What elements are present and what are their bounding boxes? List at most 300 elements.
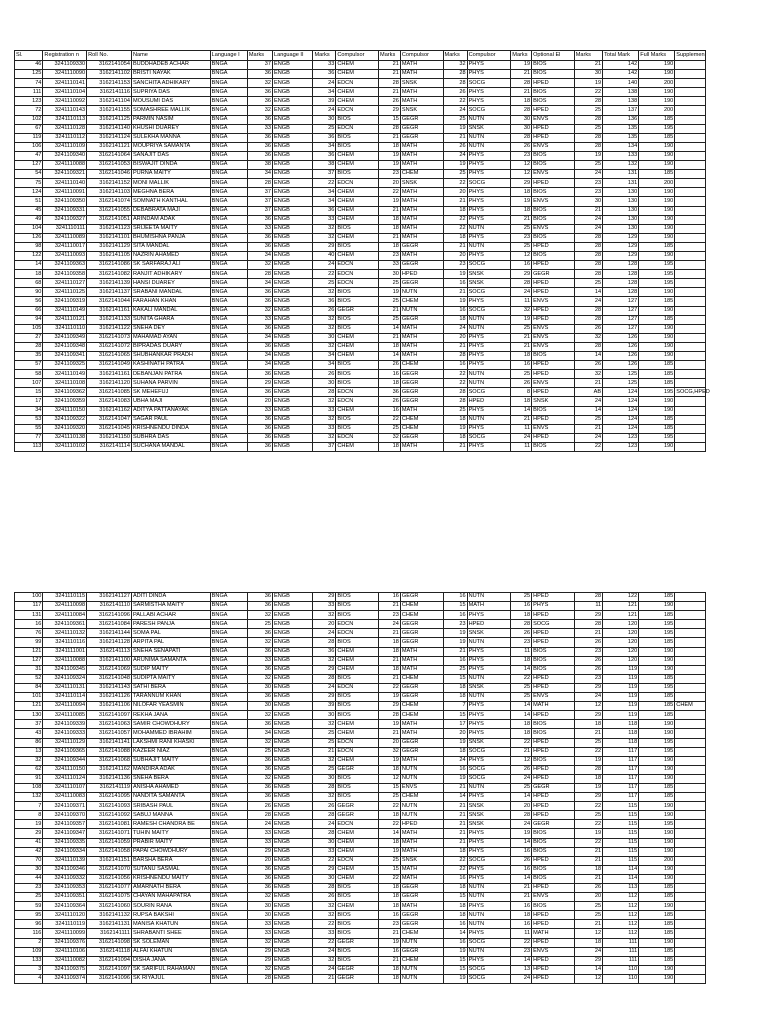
table-cell: SABUJ MANNA	[131, 811, 210, 820]
table-cell: ENGB	[272, 929, 312, 938]
table-cell: SUBHRA DAS	[131, 433, 210, 442]
table-row	[15, 315, 706, 324]
table-cell: EDCN	[336, 397, 379, 406]
table-cell: ENGB	[272, 115, 312, 124]
table-cell: 32	[247, 774, 272, 783]
table-cell: 3162141044	[87, 297, 132, 306]
table-cell: 21	[443, 197, 467, 206]
table-row	[15, 370, 706, 379]
table-cell: 28	[247, 974, 272, 983]
table-cell: ENVS	[532, 333, 575, 342]
table-cell: 33	[247, 656, 272, 665]
table-cell: 28	[574, 315, 602, 324]
table-cell: 12	[574, 702, 602, 711]
table-row	[15, 61, 706, 70]
table-cell: 195	[639, 433, 675, 442]
table-cell: ENGB	[272, 70, 312, 79]
table-cell: 18	[379, 765, 401, 774]
table-cell: 26	[574, 884, 602, 893]
table-row	[15, 602, 706, 611]
table-cell: 36	[247, 233, 272, 242]
table-cell: BIOS	[336, 884, 379, 893]
table-cell: 119	[603, 665, 639, 674]
table-row	[15, 938, 706, 947]
table-cell: HPED	[532, 124, 575, 133]
table-row	[15, 161, 706, 170]
table-cell: MATH	[400, 97, 443, 106]
table-cell: 120	[603, 638, 639, 647]
table-cell: 29	[379, 106, 401, 115]
table-cell	[675, 902, 706, 911]
table-cell: EDCN	[336, 261, 379, 270]
table-cell: ENGB	[272, 802, 312, 811]
table-cell: 26	[379, 361, 401, 370]
table-cell: 76	[15, 629, 43, 638]
table-cell: ENGB	[272, 151, 312, 160]
table-row	[15, 729, 706, 738]
table-cell: BNGA	[210, 974, 247, 983]
table-cell: 30	[313, 774, 336, 783]
results-table-bottom	[14, 592, 706, 984]
table-cell: 25	[313, 729, 336, 738]
table-cell: KASHINATH PATRA	[131, 361, 210, 370]
table-cell: BRISTI NAYAK	[131, 70, 210, 79]
table-row	[15, 188, 706, 197]
table-cell: 96	[15, 920, 43, 929]
table-cell: 115	[603, 838, 639, 847]
table-row	[15, 620, 706, 629]
table-cell: 24	[313, 947, 336, 956]
table-cell: PARESH PANJA	[131, 620, 210, 629]
table-cell: 115	[603, 802, 639, 811]
table-cell: 32	[313, 611, 336, 620]
table-cell: 33	[247, 406, 272, 415]
table-cell: 24	[574, 170, 602, 179]
table-cell: 3162141152	[87, 179, 132, 188]
table-cell: 36	[247, 647, 272, 656]
table-cell: 24	[574, 215, 602, 224]
table-cell: 19	[511, 197, 532, 206]
table-cell: 124	[603, 424, 639, 433]
table-cell: BNGA	[210, 620, 247, 629]
table-cell: NUTN	[400, 288, 443, 297]
table-cell: HPED	[532, 774, 575, 783]
table-cell: 3241109321	[43, 170, 87, 179]
table-cell: 18	[443, 884, 467, 893]
table-cell: 195	[639, 279, 675, 288]
table-cell: BNGA	[210, 324, 247, 333]
table-cell: 28	[511, 133, 532, 142]
table-cell: ENGB	[272, 674, 312, 683]
table-cell: 133	[15, 956, 43, 965]
table-cell: 3241110085	[43, 711, 87, 720]
table-cell: MAHAMAD AYAN	[131, 333, 210, 342]
table-cell: 18	[379, 811, 401, 820]
table-cell: HPED	[532, 611, 575, 620]
table-cell	[675, 647, 706, 656]
table-cell: BNGA	[210, 406, 247, 415]
table-cell: 32	[247, 611, 272, 620]
table-cell: SOCG	[467, 179, 511, 188]
table-cell	[675, 270, 706, 279]
table-cell: CHEM	[400, 956, 443, 965]
table-cell: PHYS	[467, 233, 511, 242]
table-cell: 14	[574, 352, 602, 361]
table-cell: SOMA PAL	[131, 629, 210, 638]
table-cell: 113	[603, 884, 639, 893]
table-cell	[675, 415, 706, 424]
table-cell: PHYS	[467, 251, 511, 260]
table-cell: 3162141118	[87, 947, 132, 956]
table-cell	[675, 124, 706, 133]
table-cell: 3241109375	[43, 965, 87, 974]
table-cell: 3241110124	[43, 774, 87, 783]
table-cell: 19	[443, 974, 467, 983]
table-cell: BNGA	[210, 142, 247, 151]
table-cell: 115	[603, 847, 639, 856]
table-cell: 28	[574, 342, 602, 351]
table-cell: 3241110098	[43, 602, 87, 611]
table-cell: 21	[443, 647, 467, 656]
table-cell: 29	[15, 829, 43, 838]
table-cell: 3162141100	[87, 656, 132, 665]
table-row	[15, 647, 706, 656]
table-cell: 16	[511, 361, 532, 370]
table-cell: ENGB	[272, 683, 312, 692]
table-cell: ENVS	[532, 424, 575, 433]
table-cell: PAPAI CHOWDHURY	[131, 847, 210, 856]
table-cell: 21	[511, 215, 532, 224]
table-cell: 3162141153	[87, 79, 132, 88]
table-cell: 3162141110	[87, 602, 132, 611]
table-cell: ENGB	[272, 206, 312, 215]
table-cell: 190	[639, 765, 675, 774]
table-cell: PHYS	[467, 665, 511, 674]
table-cell: MATH	[532, 702, 575, 711]
table-row	[15, 693, 706, 702]
table-cell: ENGB	[272, 611, 312, 620]
table-row	[15, 251, 706, 260]
table-cell: BNGA	[210, 315, 247, 324]
table-cell: 33	[247, 315, 272, 324]
table-cell: BNGA	[210, 783, 247, 792]
table-cell: ENVS	[532, 693, 575, 702]
table-cell: 33	[247, 829, 272, 838]
table-cell: 190	[639, 188, 675, 197]
table-cell: 28	[511, 106, 532, 115]
table-cell: 3241109341	[43, 352, 87, 361]
table-cell: 3241110094	[43, 702, 87, 711]
table-cell: BNGA	[210, 929, 247, 938]
table-cell: 22	[574, 442, 602, 451]
table-cell: 25	[313, 124, 336, 133]
table-cell: CHEM	[336, 151, 379, 160]
table-cell: 20	[511, 802, 532, 811]
table-cell: 18	[379, 974, 401, 983]
table-cell: BIOS	[336, 793, 379, 802]
table-cell: 18	[511, 656, 532, 665]
table-cell: 3162141088	[87, 747, 132, 756]
table-cell: ENGB	[272, 593, 312, 602]
table-cell: 3162141074	[87, 197, 132, 206]
table-cell: 25	[511, 324, 532, 333]
table-cell	[675, 738, 706, 747]
table-cell: 16	[443, 656, 467, 665]
table-cell: CHEM	[336, 61, 379, 70]
table-cell: 19	[379, 151, 401, 160]
table-cell: GEGR	[400, 911, 443, 920]
table-cell: 185	[639, 297, 675, 306]
table-cell: 36	[247, 388, 272, 397]
table-cell: 3241110083	[43, 793, 87, 802]
table-cell: 11	[511, 424, 532, 433]
table-cell: 130	[603, 197, 639, 206]
table-cell: 32	[247, 893, 272, 902]
table-cell: 18	[511, 729, 532, 738]
table-row	[15, 974, 706, 983]
table-cell: 3162141071	[87, 829, 132, 838]
table-cell: PHYS	[467, 97, 511, 106]
table-cell: 27	[15, 333, 43, 342]
table-cell: DEBANJAN PATRA	[131, 370, 210, 379]
table-cell: 126	[603, 342, 639, 351]
table-cell: 21	[313, 747, 336, 756]
table-cell: 31	[15, 665, 43, 674]
table-cell: 14	[511, 665, 532, 674]
table-cell: 28	[443, 352, 467, 361]
table-row	[15, 884, 706, 893]
table-cell: BIOS	[532, 233, 575, 242]
table-cell: GEGR	[400, 242, 443, 251]
table-cell: NUTN	[400, 974, 443, 983]
table-cell	[675, 947, 706, 956]
table-cell	[675, 747, 706, 756]
table-cell: 29	[511, 270, 532, 279]
table-cell: 16	[443, 765, 467, 774]
table-cell: PHYS	[467, 729, 511, 738]
table-cell: PURNA MAITY	[131, 170, 210, 179]
table-cell: BNGA	[210, 965, 247, 974]
table-cell: 3241110141	[43, 79, 87, 88]
table-cell: CHEM	[336, 233, 379, 242]
table-cell: 25	[313, 765, 336, 774]
table-cell: 16	[443, 874, 467, 883]
column-header: Total Mark	[603, 51, 639, 61]
table-cell: PHYS	[467, 333, 511, 342]
table-cell: ARPITA PAL	[131, 638, 210, 647]
table-cell: 185	[639, 133, 675, 142]
table-cell: 14	[379, 352, 401, 361]
table-cell: ENGB	[272, 297, 312, 306]
table-cell: HPED	[532, 279, 575, 288]
table-cell: 36	[247, 70, 272, 79]
table-cell: 28	[379, 79, 401, 88]
table-cell	[675, 115, 706, 124]
table-cell: SNSK	[400, 856, 443, 865]
table-cell: BNGA	[210, 124, 247, 133]
table-cell: 3162141083	[87, 397, 132, 406]
table-cell: 3241109339	[43, 720, 87, 729]
table-cell: 32	[574, 333, 602, 342]
table-cell: 3241109371	[43, 802, 87, 811]
table-cell: BNGA	[210, 233, 247, 242]
table-cell: 22	[443, 179, 467, 188]
table-cell: 190	[639, 97, 675, 106]
table-cell: 24	[574, 397, 602, 406]
table-cell: 3241109362	[43, 388, 87, 397]
table-cell: 124	[603, 406, 639, 415]
table-cell: 3162141064	[87, 151, 132, 160]
table-cell: 24	[574, 224, 602, 233]
table-cell: AB	[574, 388, 602, 397]
table-cell: 21	[443, 342, 467, 351]
table-cell: 26	[574, 656, 602, 665]
table-cell: MEGHNA BERA	[131, 188, 210, 197]
table-cell: 36	[313, 70, 336, 79]
table-cell: 11	[511, 297, 532, 306]
table-cell: 14	[379, 324, 401, 333]
table-cell: BNGA	[210, 179, 247, 188]
column-header: Marks	[247, 51, 272, 61]
table-cell: 14	[574, 965, 602, 974]
table-cell: BNGA	[210, 279, 247, 288]
table-cell: 25	[379, 793, 401, 802]
table-cell: 21	[511, 88, 532, 97]
table-cell: 15	[379, 115, 401, 124]
table-cell: 111	[603, 956, 639, 965]
table-row	[15, 847, 706, 856]
table-row	[15, 865, 706, 874]
table-cell: HPED	[532, 106, 575, 115]
table-cell: NUTN	[400, 965, 443, 974]
table-cell: 3241109327	[43, 215, 87, 224]
table-cell: BNGA	[210, 79, 247, 88]
table-cell: PHYS	[467, 61, 511, 70]
table-cell: 14	[511, 956, 532, 965]
table-cell: 190	[639, 720, 675, 729]
table-cell: ENGB	[272, 956, 312, 965]
table-cell: SOCG	[467, 288, 511, 297]
table-cell: ENVS	[532, 115, 575, 124]
table-cell: MATH	[400, 720, 443, 729]
table-cell: ENGB	[272, 693, 312, 702]
table-cell: 36	[247, 433, 272, 442]
column-header: Full Marks	[639, 51, 675, 61]
table-cell: BIOS	[336, 288, 379, 297]
table-cell: 185	[639, 956, 675, 965]
table-cell: 190	[639, 802, 675, 811]
table-cell: 18	[443, 911, 467, 920]
table-cell: 33	[313, 61, 336, 70]
table-cell: 18	[443, 415, 467, 424]
table-cell: 29	[574, 793, 602, 802]
table-cell: 3162141101	[87, 233, 132, 242]
table-cell: 22	[443, 865, 467, 874]
table-cell: TUHIN MAITY	[131, 829, 210, 838]
table-cell: BIOS	[532, 829, 575, 838]
table-cell: PHYS	[467, 929, 511, 938]
table-cell: 185	[639, 115, 675, 124]
table-cell: 3241110120	[43, 911, 87, 920]
table-cell: 32	[247, 711, 272, 720]
table-cell: 22	[313, 270, 336, 279]
table-cell: 21	[379, 656, 401, 665]
table-cell: EDCN	[336, 856, 379, 865]
table-cell: CHEM	[336, 847, 379, 856]
table-cell: 126	[603, 361, 639, 370]
table-cell: ENGB	[272, 251, 312, 260]
table-cell: 190	[639, 342, 675, 351]
table-cell: ENGB	[272, 61, 312, 70]
table-row	[15, 333, 706, 342]
table-cell: EDCN	[336, 820, 379, 829]
table-cell: CHEM	[336, 333, 379, 342]
table-cell: 36	[247, 115, 272, 124]
table-cell: BIOS	[336, 783, 379, 792]
table-cell: BNGA	[210, 151, 247, 160]
table-cell: BIOS	[336, 702, 379, 711]
table-cell: 24	[313, 683, 336, 692]
table-row	[15, 224, 706, 233]
table-cell: 18	[574, 938, 602, 947]
table-cell: BIPRADAS DUARY	[131, 342, 210, 351]
table-cell: BIOS	[336, 379, 379, 388]
table-cell: 124	[603, 397, 639, 406]
table-cell: 25	[15, 893, 43, 902]
table-cell: HPED	[467, 397, 511, 406]
table-cell: 24	[247, 820, 272, 829]
table-cell: 28	[574, 261, 602, 270]
table-cell: BNGA	[210, 729, 247, 738]
table-cell: BNGA	[210, 97, 247, 106]
table-cell: ENGB	[272, 820, 312, 829]
table-cell: ENVS	[532, 142, 575, 151]
table-cell: 28	[574, 270, 602, 279]
table-cell: HPED	[532, 388, 575, 397]
table-cell	[675, 974, 706, 983]
table-cell: EDCN	[336, 738, 379, 747]
table-cell: 24	[511, 288, 532, 297]
table-cell: 3162141127	[87, 593, 132, 602]
table-cell: BNGA	[210, 702, 247, 711]
table-cell: 34	[313, 142, 336, 151]
table-cell: 36	[247, 720, 272, 729]
table-cell: 25	[313, 279, 336, 288]
table-cell: 21	[511, 415, 532, 424]
table-cell: BNGA	[210, 133, 247, 142]
table-row	[15, 765, 706, 774]
table-cell: 3241109345	[43, 665, 87, 674]
table-cell: 18	[574, 774, 602, 783]
table-cell: 195	[639, 683, 675, 692]
table-cell: 3162141059	[87, 838, 132, 847]
table-cell: 136	[603, 115, 639, 124]
table-cell	[675, 756, 706, 765]
table-cell: 190	[639, 442, 675, 451]
table-cell: 19	[15, 820, 43, 829]
table-cell: ENGB	[272, 170, 312, 179]
table-row	[15, 233, 706, 242]
table-cell: 3162141111	[87, 929, 132, 938]
table-cell: 32	[511, 306, 532, 315]
table-row	[15, 711, 706, 720]
table-cell: 16	[443, 938, 467, 947]
table-cell: HPED	[532, 415, 575, 424]
table-cell: GEGR	[400, 397, 443, 406]
table-cell: 190	[639, 974, 675, 983]
table-cell: ENVS	[532, 224, 575, 233]
table-cell: 24	[443, 106, 467, 115]
